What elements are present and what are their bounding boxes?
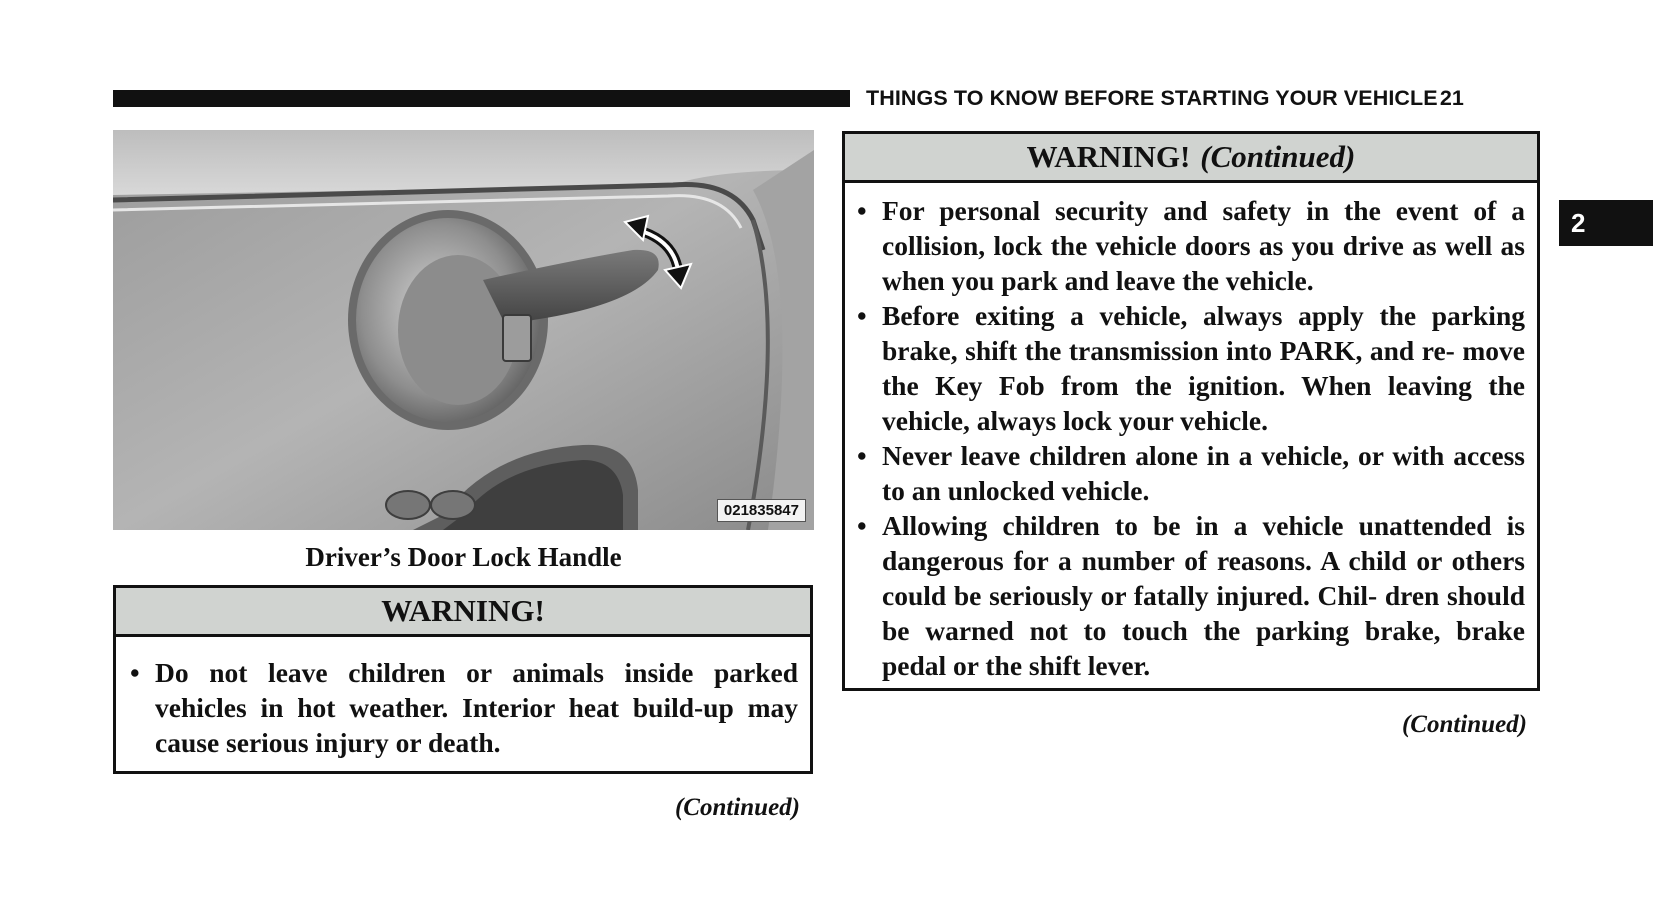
warning-header-continued (845, 134, 1537, 183)
warning-title-suffix: (Continued) (1200, 139, 1356, 174)
page-number: 21 (1439, 86, 1464, 110)
bullet-icon: • (857, 195, 867, 226)
warning-title: WARNING! (381, 593, 545, 628)
warning-item: • For personal security and safety in the event of a collision, lock the vehicle doors as you drive as well as when you park and leave the vehicle. (857, 195, 1525, 296)
warning-box-left (113, 585, 813, 774)
bullet-icon: • (857, 510, 867, 541)
warning-list (130, 655, 798, 760)
warning-header (116, 588, 810, 637)
bullet-icon: • (857, 440, 867, 471)
door-handle-illustration (113, 130, 814, 530)
warning-item: • Before exiting a vehicle, always apply the parking brake, shift the transmission into PARK, and re- move the Key Fob from the ignition. When leaving the vehicle, always lock your vehicle. (857, 300, 1525, 436)
warning-box-right (842, 131, 1540, 691)
door-lock-handle-figure (113, 130, 814, 530)
bullet-icon: • (857, 300, 867, 331)
chapter-tab: 2 (1559, 200, 1653, 246)
header-rule (113, 90, 850, 107)
warning-list (857, 193, 1525, 683)
warning-item: • Do not leave children or animals inside parked vehicles in hot weather. Interior heat build-up may cause serious injury or death. (130, 657, 798, 758)
running-header (866, 86, 1486, 112)
continued-note-left: (Continued) (674, 794, 800, 821)
warning-title: WARNING! (1026, 139, 1191, 174)
bullet-icon: • (130, 657, 140, 688)
warning-item: • Never leave children alone in a vehicle, or with access to an unlocked vehicle. (857, 440, 1525, 506)
figure-caption: Driver’s Door Lock Handle (305, 542, 622, 572)
warning-item: • Allowing children to be in a vehicle unattended is dangerous for a number of reasons. A child or others could be seriously or fatally injured. Chil- dren should be warned not to touch the parking brake, brake pedal or the shift lever. (857, 510, 1525, 681)
continued-note-right: (Continued) (1401, 711, 1527, 738)
section-title: THINGS TO KNOW BEFORE STARTING YOUR VEHICLE (866, 86, 1438, 110)
figure-id-label: 021835847 (717, 499, 806, 522)
